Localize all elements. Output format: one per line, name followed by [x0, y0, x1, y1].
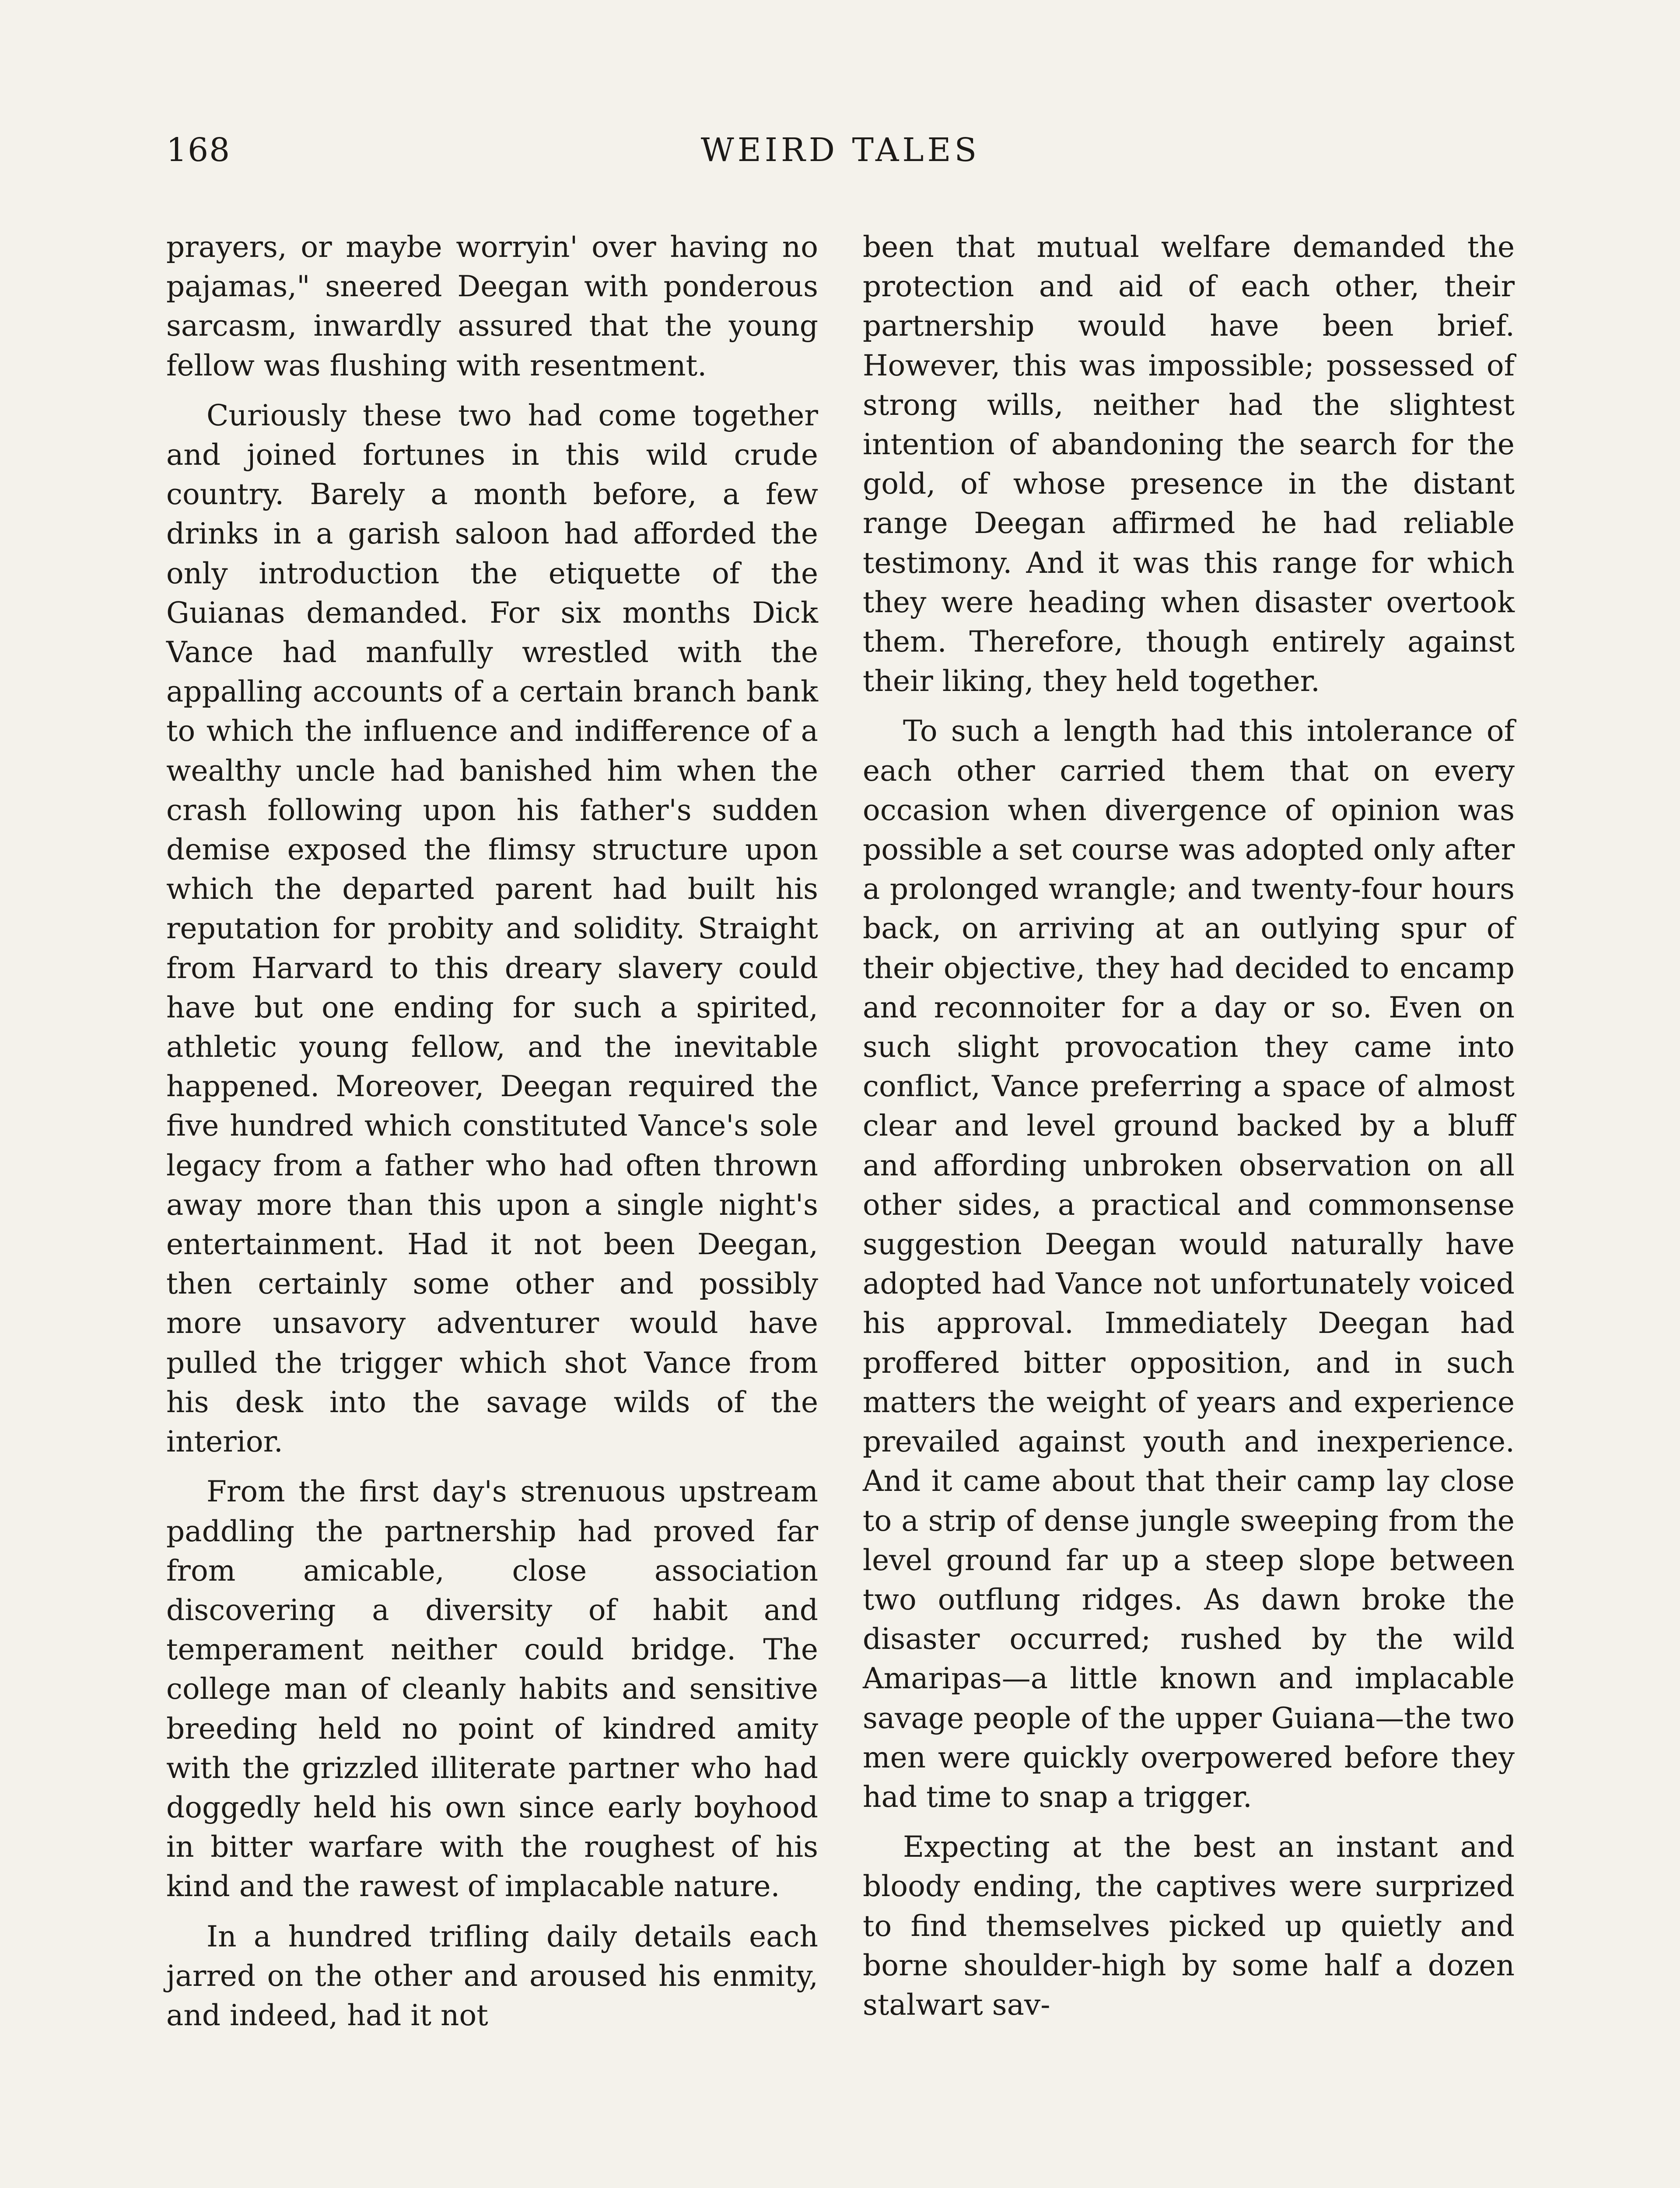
paragraph: Curiously these two had come together and joined fortunes in this wild crude country. Barely a month before, a few drinks in a garish saloon had afforded the only introduction the etiquette of the Guianas demanded. For six months Dick Vance had manfully wrestled with the appalling accounts of a certain branch bank to which the influence and indifference of a wealthy uncle had banished him when the crash following upon his father's sudden demise exposed the flimsy structure upon which the departed parent had built his reputation for probity and solidity. Straight from Harvard to this dreary slavery could have but one ending for such a spirited, athletic young fellow, and the inevitable happened. Moreover, Deegan required the five hundred which constituted Vance's sole legacy from a father who had often thrown away more than this upon a single night's entertainment. Had it not been Deegan, then certainly some other and possibly more unsavory adventurer would have pulled the trigger which shot Vance from his desk into the savage wilds of the interior. [166, 398, 818, 1459]
left-column [166, 228, 818, 2046]
paragraph: been that mutual welfare demanded the protection and aid of each other, their partnership would have been brief. However, this was impossible; possessed of strong wills, neither had the slightest intention of abandoning the search for the gold, of whose presence in the distant range Deegan affirmed he had reliable testimony. And it was this range for which they were heading when disaster overtook them. Therefore, though entirely against their liking, they held together. [863, 230, 1515, 698]
paragraph: From the first day's strenuous upstream paddling the partnership had proved far from amicable, close association discovering a diversity of habit and temperament neither could bridge. The college man of cleanly habits and sensitive breeding held no point of kindred amity with the grizzled illiterate partner who had doggedly held his own since early boyhood in bitter warfare with the roughest of his kind and the rawest of implacable nature. [166, 1475, 818, 1904]
page-number: 168 [166, 131, 231, 169]
paragraph: Expecting at the best an instant and bloody ending, the captives were surprized to find themselves picked up quietly and borne shoulder-high by some half a dozen stalwart sav- [863, 1830, 1515, 2022]
running-title: WEIRD TALES [700, 131, 980, 169]
page-header [166, 131, 1515, 179]
right-column [863, 228, 1515, 2035]
paragraph: In a hundred trifling daily details each jarred on the other and aroused his enmity, and indeed, had it not [166, 1919, 818, 2032]
paragraph: prayers, or maybe worryin' over having no pajamas," sneered Deegan with ponderous sarcasm, inwardly assured that the young fellow was flushing with resentment. [166, 230, 818, 382]
paragraph: To such a length had this intolerance of each other carried them that on every occasion when divergence of opinion was possible a set course was adopted only after a prolonged wrangle; and twenty-four hours back, on arriving at an outlying spur of their objective, they had decided to encamp and reconnoiter for a day or so. Even on such slight provocation they came into conflict, Vance preferring a space of almost clear and level ground backed by a bluff and affording unbroken observation on all other sides, a practical and commonsense suggestion Deegan would naturally have adopted had Vance not unfortunately voiced his approval. Immediately Deegan had proffered bitter opposition, and in such matters the weight of years and experience prevailed against youth and inexperience. And it came about that their camp lay close to a strip of dense jungle sweeping from the level ground far up a steep slope between two outflung ridges. As dawn broke the disaster occurred; rushed by the wild Amaripas—a little known and implacable savage people of the upper Guiana—the two men were quickly overpowered before they had time to snap a trigger. [863, 714, 1515, 1814]
